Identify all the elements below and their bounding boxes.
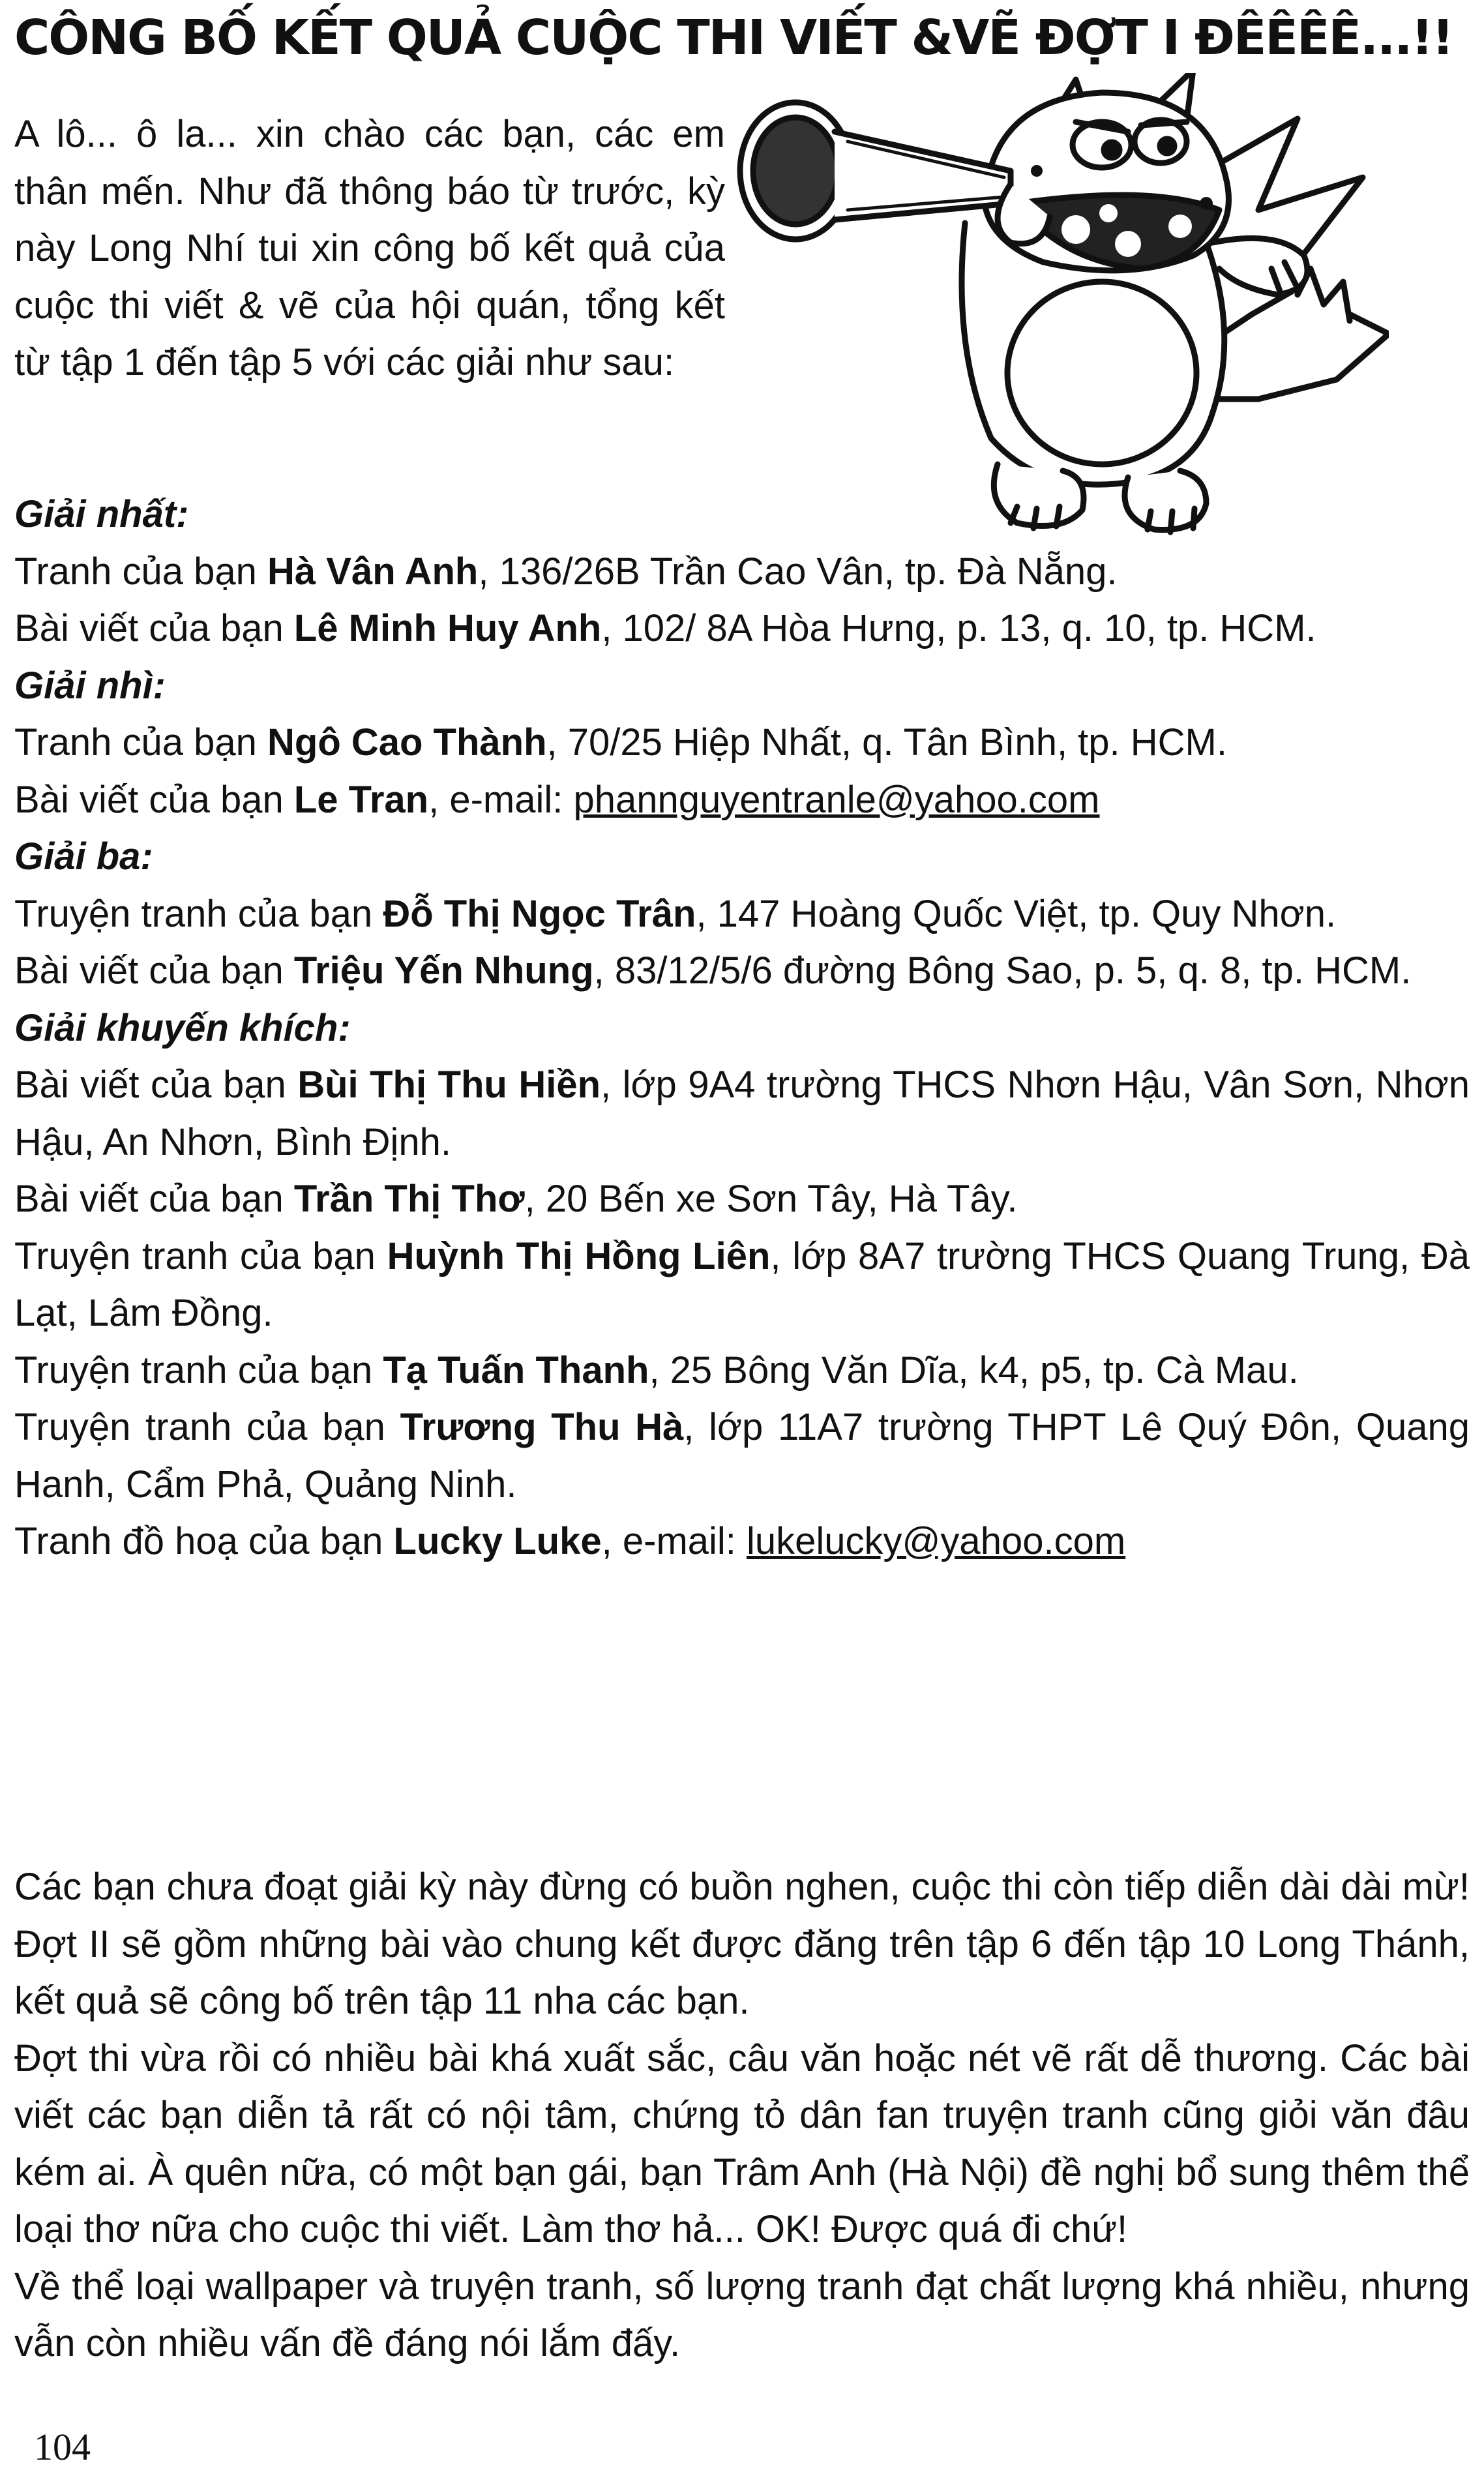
winner-entry [14, 1228, 1470, 1342]
winner-name: Le Tran [293, 778, 429, 821]
winner-entry [14, 543, 1470, 601]
winner-entry [14, 1513, 1470, 1570]
winner-address: , e-mail: [428, 778, 574, 821]
closing-section [14, 1858, 1470, 2372]
winner-entry [14, 1056, 1470, 1170]
winner-entry [14, 1399, 1470, 1513]
winner-email-link[interactable]: phannguyentranle@yahoo.com [573, 778, 1100, 821]
winner-name: Huỳnh Thị Hồng Liên [387, 1234, 771, 1277]
winner-address: , 70/25 Hiệp Nhất, q. Tân Bình, tp. HCM. [546, 721, 1227, 764]
winner-entry [14, 771, 1470, 829]
winner-address: , 136/26B Trần Cao Vân, tp. Đà Nẵng. [478, 550, 1118, 593]
closing-paragraph: Đợt thi vừa rồi có nhiều bài khá xuất sắc, câu văn hoặc nét vẽ rất dễ thương. Các bài viết các bạn diễn tả rất có nội tâm, chứng tỏ dân fan truyện tranh cũng giỏi văn đâu kém ai. À quên nữa, có một bạn gái, bạn Trâm Anh (Hà Nội) đề nghị bổ sung thêm thể loại thơ nữa cho cuộc thi viết. Làm thơ hả... OK! Được quá đi chứ! [14, 2036, 1470, 2250]
winner-address: , lớp 9A4 trường THCS Nhơn Hậu, Vân Sơn, Nhơn Hậu, An Nhơn, Bình Định. [14, 1064, 1470, 1163]
winner-entry [14, 714, 1470, 771]
entry-type: Tranh của bạn [14, 721, 267, 764]
page-number: 104 [34, 2426, 91, 2468]
entry-type: Bài viết của bạn [14, 1178, 294, 1220]
entry-type: Truyện tranh của bạn [14, 1234, 387, 1277]
winner-name: Lê Minh Huy Anh [293, 607, 602, 649]
entry-type: Bài viết của bạn [14, 778, 294, 821]
winner-entry [14, 1170, 1470, 1228]
intro-section [14, 106, 725, 391]
page-title: CÔNG BỐ KẾT QUẢ CUỘC THI VIẾT &VẼ ĐỢT I ĐÊÊÊÊ...!! [14, 10, 1453, 66]
winner-name: Ngô Cao Thành [267, 721, 547, 764]
dragon-mascot-trumpet-icon [737, 73, 1389, 543]
winner-address: , 25 Bông Văn Dĩa, k4, p5, tp. Cà Mau. [649, 1349, 1299, 1392]
winner-address: , 20 Bến xe Sơn Tây, Hà Tây. [524, 1178, 1018, 1220]
winner-entry [14, 886, 1470, 943]
winner-address: , lớp 8A7 trường THCS Quang Trung, Đà Lạt, Lâm Đồng. [14, 1234, 1470, 1334]
entry-type: Bài viết của bạn [14, 1064, 298, 1106]
prize-heading: Giải nhất: [14, 493, 189, 535]
intro-paragraph: A lô... ô la... xin chào các bạn, các em thân mến. Như đã thông báo từ trước, kỳ này Long Nhí tui xin công bố kết quả của cuộc thi viết & vẽ của hội quán, tổng kết từ tập 1 đến tập 5 với các giải như sau: [14, 113, 725, 383]
winner-address: , 102/ 8A Hòa Hưng, p. 13, q. 10, tp. HCM. [601, 607, 1316, 649]
winner-name: Lucky Luke [393, 1520, 602, 1562]
entry-type: Truyện tranh của bạn [14, 1406, 400, 1448]
prize-heading: Giải ba: [14, 835, 153, 878]
winner-address: , 83/12/5/6 đường Bông Sao, p. 5, q. 8, tp. HCM. [593, 949, 1412, 992]
winner-entry [14, 1342, 1470, 1399]
winner-name: Trần Thị Thơ [293, 1178, 525, 1220]
winner-address: , 147 Hoàng Quốc Việt, tp. Quy Nhơn. [696, 892, 1337, 935]
entry-type: Bài viết của bạn [14, 607, 294, 649]
winner-name: Bùi Thị Thu Hiền [297, 1064, 601, 1106]
results-list [14, 486, 1470, 1570]
prize-heading: Giải nhì: [14, 664, 166, 707]
winner-email-link[interactable]: lukelucky@yahoo.com [747, 1520, 1126, 1562]
winner-name: Tạ Tuấn Thanh [383, 1349, 649, 1392]
entry-type: Truyện tranh của bạn [14, 1349, 383, 1392]
closing-paragraph: Về thể loại wallpaper và truyện tranh, số lượng tranh đạt chất lượng khá nhiều, nhưng vẫn còn nhiều vấn đề đáng nói lắm đấy. [14, 2265, 1470, 2364]
winner-entry [14, 600, 1470, 657]
winner-address: , e-mail: [601, 1520, 747, 1562]
entry-type: Tranh đồ hoạ của bạn [14, 1520, 394, 1562]
entry-type: Truyện tranh của bạn [14, 892, 383, 935]
winner-entry [14, 942, 1470, 1000]
entry-type: Tranh của bạn [14, 550, 267, 593]
winner-address: , lớp 11A7 trường THPT Lê Quý Đôn, Quang Hanh, Cẩm Phả, Quảng Ninh. [14, 1406, 1470, 1506]
prize-heading: Giải khuyến khích: [14, 1006, 351, 1049]
closing-paragraph: Các bạn chưa đoạt giải kỳ này đừng có buồn nghen, cuộc thi còn tiếp diễn dài dài mừ! Đợt II sẽ gồm những bài vào chung kết được đăng trên tập 6 đến tập 10 Long Thánh, kết quả sẽ công bố trên tập 11 nha các bạn. [14, 1866, 1470, 2022]
winner-name: Triệu Yến Nhung [293, 949, 594, 992]
winner-name: Trương Thu Hà [400, 1406, 684, 1448]
winner-name: Hà Vân Anh [267, 550, 479, 593]
entry-type: Bài viết của bạn [14, 949, 294, 992]
winner-name: Đỗ Thị Ngọc Trân [383, 892, 696, 935]
